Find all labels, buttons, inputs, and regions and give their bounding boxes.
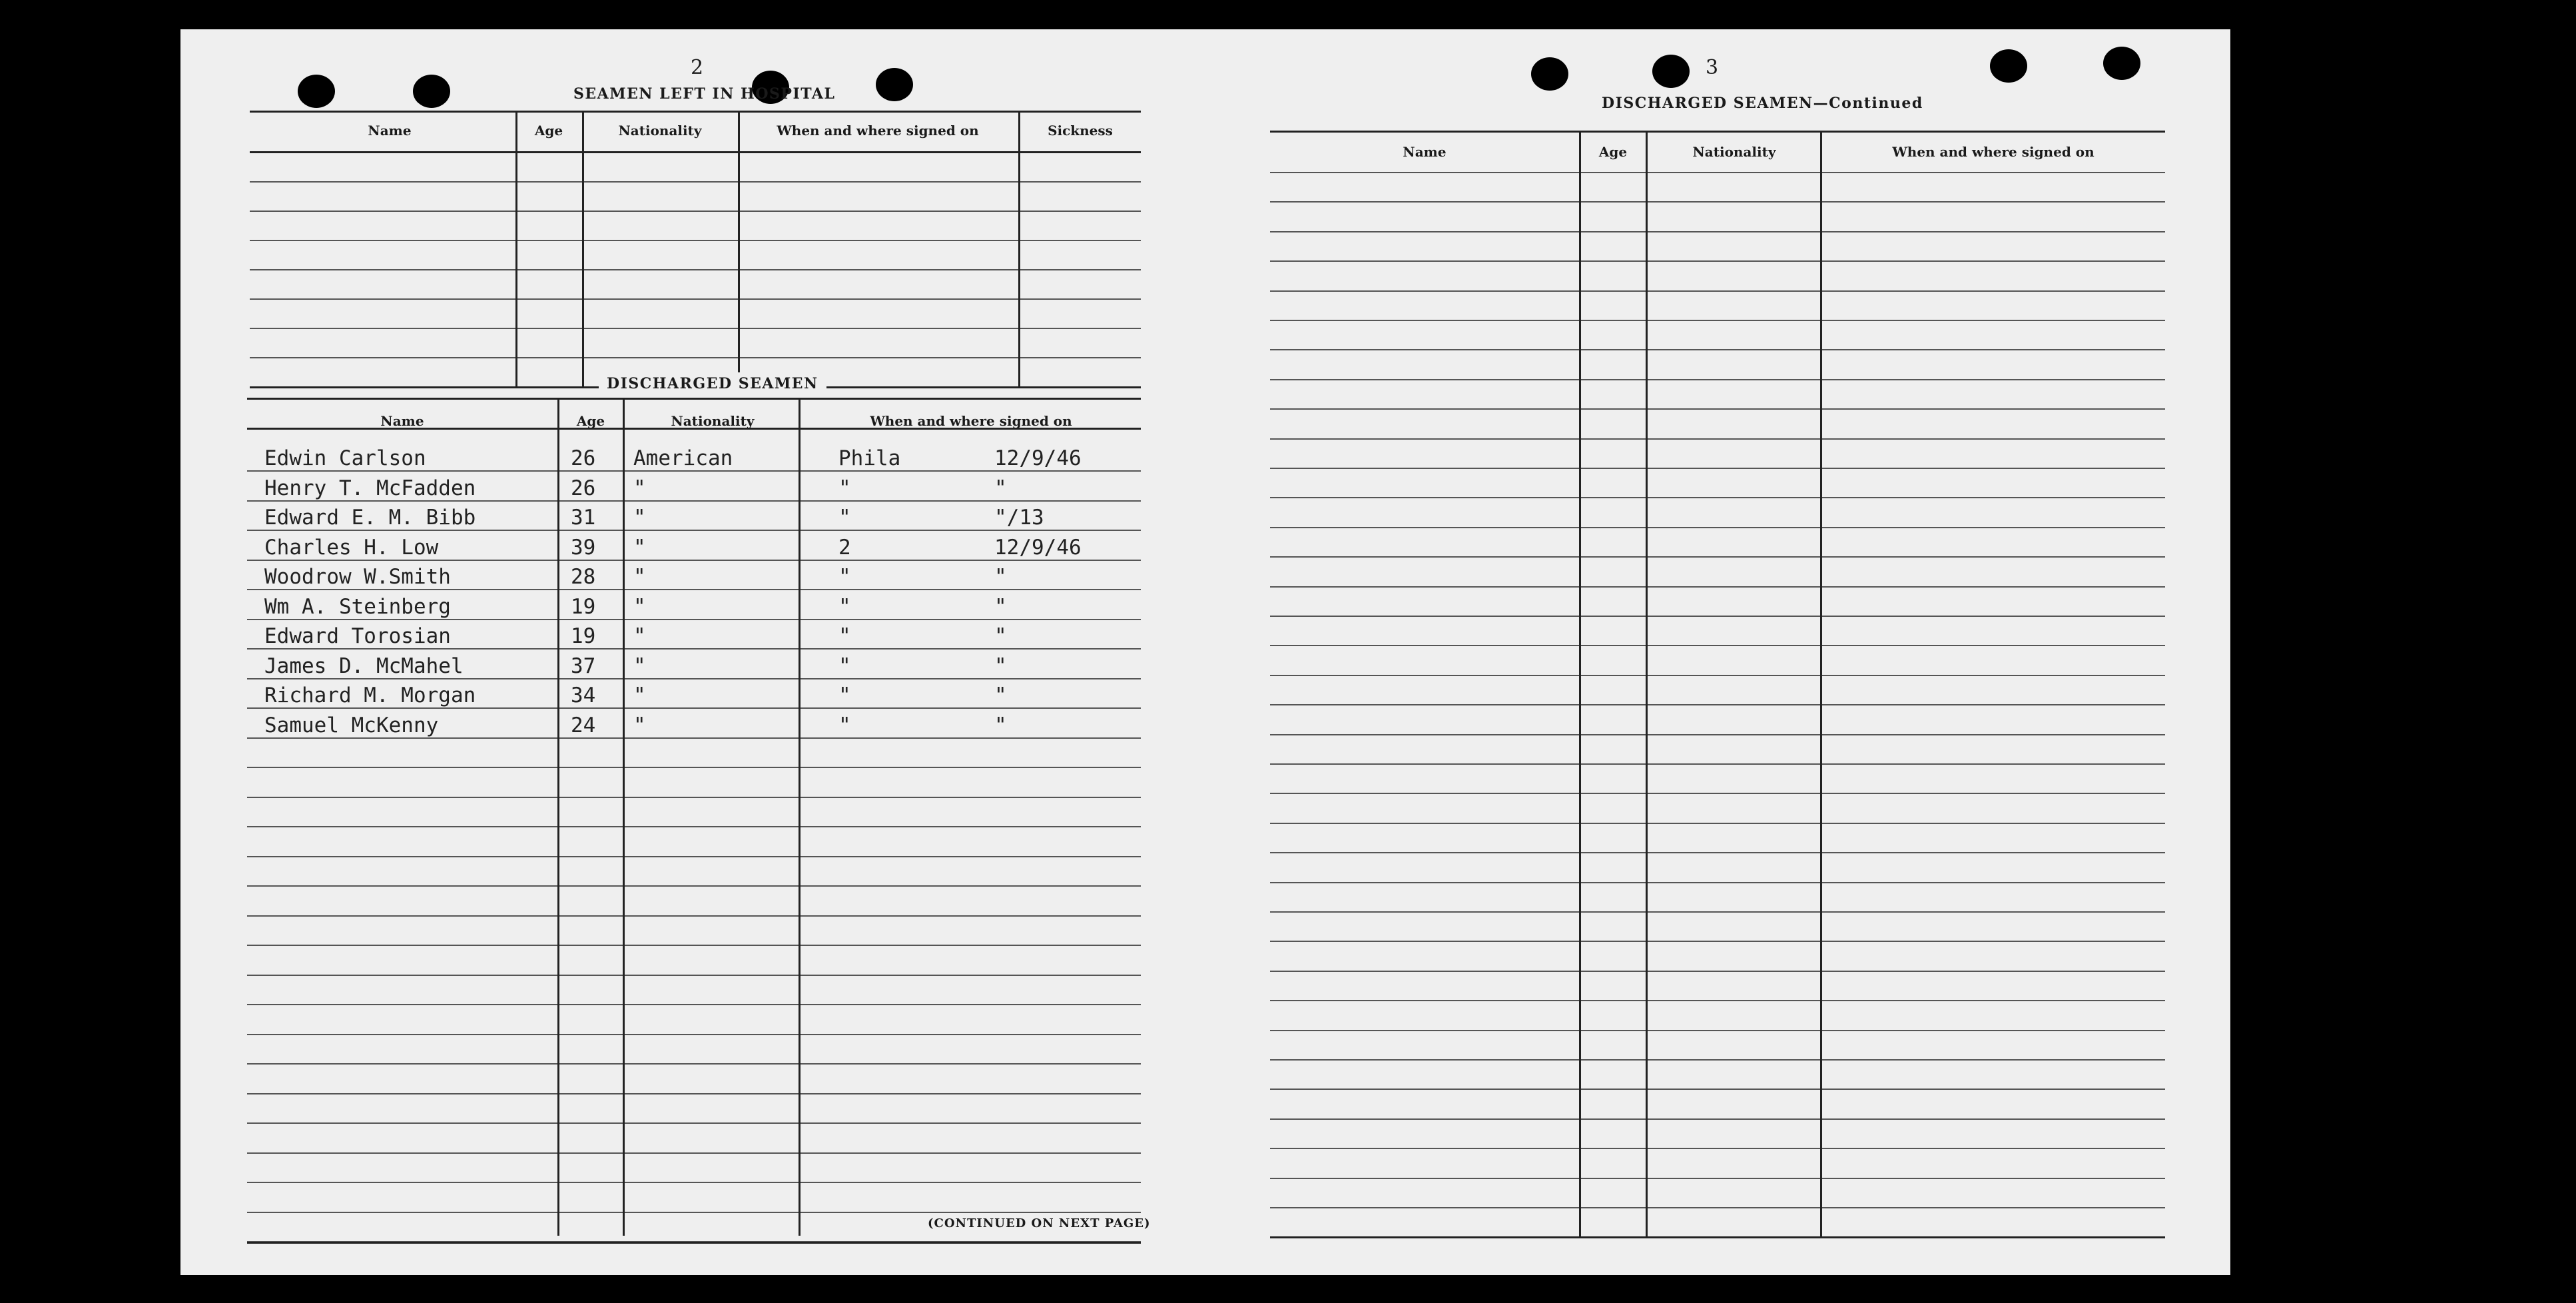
cell-place: " [838, 594, 851, 619]
continued-note: (CONTINUED ON NEXT PAGE) [928, 1216, 1151, 1230]
right-page [1206, 29, 2230, 1275]
row-rule [1270, 408, 2165, 410]
cell-name: Edwin Carlson [264, 446, 426, 470]
table-rule [250, 111, 1141, 113]
row-rule [1270, 616, 2165, 617]
row-rule [247, 500, 1141, 502]
cell-age: 19 [571, 594, 596, 619]
row-rule [1270, 1148, 2165, 1149]
cell-date: " [994, 653, 1007, 678]
col-nationality: Nationality [671, 413, 755, 429]
cell-name: James D. McMahel [264, 653, 464, 678]
punch-hole [2103, 47, 2140, 80]
col-divider [1820, 131, 1822, 1236]
row-rule [1270, 497, 2165, 498]
punch-hole [413, 75, 450, 108]
cell-date: " [994, 624, 1007, 648]
table-rule [247, 398, 1141, 400]
col-divider [1646, 131, 1648, 1236]
row-rule [1270, 1030, 2165, 1031]
row-rule [1270, 882, 2165, 883]
cell-place: " [838, 653, 851, 678]
col-divider [623, 398, 625, 1236]
punch-hole [1652, 55, 1690, 88]
row-rule [1270, 1207, 2165, 1208]
row-rule [247, 470, 1141, 472]
cell-age: 26 [571, 446, 596, 470]
cell-age: 37 [571, 653, 596, 678]
row-rule [1270, 586, 2165, 588]
table-rule [247, 1242, 1141, 1244]
cell-nationality: American [633, 446, 733, 470]
col-sickness: Sickness [1048, 123, 1113, 139]
row-rule [250, 328, 1141, 329]
row-rule [1270, 675, 2165, 676]
row-rule [1270, 172, 2165, 173]
row-rule [1270, 320, 2165, 321]
row-rule [1270, 941, 2165, 942]
cell-age: 31 [571, 506, 596, 530]
punch-hole [876, 68, 913, 101]
row-rule [247, 530, 1141, 531]
row-rule [1270, 1118, 2165, 1120]
row-rule [247, 975, 1141, 976]
cell-place: " [838, 565, 851, 589]
row-rule [1270, 468, 2165, 469]
row-rule [1270, 645, 2165, 646]
row-rule [250, 240, 1141, 241]
col-divider [557, 398, 559, 1236]
punch-hole [1990, 49, 2027, 83]
row-rule [1270, 1178, 2165, 1179]
cell-age: 39 [571, 535, 596, 560]
cell-name: Charles H. Low [264, 535, 439, 560]
document-sheet [180, 29, 2230, 1275]
row-rule [247, 1182, 1141, 1183]
cell-nationality: " [633, 713, 646, 737]
cell-name: Woodrow W.Smith [264, 565, 451, 589]
row-rule [1270, 763, 2165, 765]
col-name: Name [1403, 144, 1447, 160]
col-divider [1018, 111, 1020, 386]
cell-date: "/13 [994, 506, 1044, 530]
col-name: Name [368, 123, 412, 139]
cell-place: " [838, 624, 851, 648]
cell-name: Wm A. Steinberg [264, 594, 451, 619]
table-rule [1270, 131, 2165, 133]
cell-place: " [838, 683, 851, 707]
row-rule [1270, 201, 2165, 203]
row-rule [1270, 527, 2165, 528]
row-rule [247, 1122, 1141, 1124]
table-rule [250, 151, 1141, 153]
row-rule [1270, 1059, 2165, 1061]
col-age: Age [576, 413, 605, 429]
col-divider [1579, 131, 1581, 1236]
col-age: Age [1598, 144, 1628, 160]
row-rule [247, 560, 1141, 561]
row-rule [247, 737, 1141, 739]
col-signed-on: When and where signed on [870, 413, 1072, 429]
row-rule [247, 589, 1141, 590]
row-rule [1270, 852, 2165, 853]
cell-name: Samuel McKenny [264, 713, 439, 737]
col-signed-on: When and where signed on [777, 123, 979, 139]
cell-name: Edward Torosian [264, 624, 451, 648]
row-rule [1270, 971, 2165, 972]
cell-age: 24 [571, 713, 596, 737]
row-rule [1270, 911, 2165, 913]
row-rule [250, 211, 1141, 212]
cell-date: " [994, 565, 1007, 589]
hospital-section-title: SEAMEN LEFT IN HOSPITAL [573, 85, 836, 103]
col-signed-on: When and where signed on [1892, 144, 2094, 160]
cell-name: Edward E. M. Bibb [264, 506, 476, 530]
cell-date: " [994, 476, 1007, 500]
cell-date: 12/9/46 [994, 535, 1082, 560]
row-rule [247, 797, 1141, 798]
row-rule [1270, 290, 2165, 292]
cell-place: " [838, 713, 851, 737]
row-rule [1270, 823, 2165, 824]
row-rule [250, 298, 1141, 300]
row-rule [247, 856, 1141, 857]
row-rule [247, 885, 1141, 887]
row-rule [247, 1004, 1141, 1005]
cell-nationality: " [633, 506, 646, 530]
row-rule [247, 826, 1141, 827]
cell-age: 19 [571, 624, 596, 648]
row-rule [1270, 556, 2165, 558]
col-divider [738, 111, 740, 386]
cell-name: Henry T. McFadden [264, 476, 476, 500]
cell-age: 34 [571, 683, 596, 707]
cell-age: 28 [571, 565, 596, 589]
table-rule [1270, 1236, 2165, 1238]
cell-name: Richard M. Morgan [264, 683, 476, 707]
row-rule [1270, 349, 2165, 350]
row-rule [1270, 704, 2165, 705]
row-rule [247, 915, 1141, 917]
row-rule [1270, 734, 2165, 735]
row-rule [247, 945, 1141, 946]
row-rule [247, 707, 1141, 709]
cell-date: " [994, 713, 1007, 737]
continued-section-title: DISCHARGED SEAMEN—Continued [1602, 95, 1923, 112]
row-rule [1270, 438, 2165, 440]
row-rule [247, 1063, 1141, 1065]
page-number: 3 [1706, 56, 1719, 79]
col-name: Name [380, 413, 424, 429]
row-rule [1270, 793, 2165, 794]
cell-place: " [838, 476, 851, 500]
cell-date: 12/9/46 [994, 446, 1082, 470]
row-rule [250, 357, 1141, 358]
cell-nationality: " [633, 476, 646, 500]
row-rule [1270, 1088, 2165, 1090]
row-rule [247, 619, 1141, 620]
col-divider [582, 111, 584, 386]
row-rule [247, 678, 1141, 679]
row-rule [1270, 379, 2165, 380]
discharged-section-title: DISCHARGED SEAMEN [599, 372, 826, 395]
row-rule [1270, 260, 2165, 262]
punch-hole [298, 75, 335, 108]
punch-hole [1531, 57, 1568, 91]
row-rule [247, 767, 1141, 768]
cell-nationality: " [633, 683, 646, 707]
cell-place: " [838, 506, 851, 530]
cell-place: Phila [838, 446, 901, 470]
cell-nationality: " [633, 565, 646, 589]
page-number: 2 [691, 56, 704, 79]
col-divider [515, 111, 517, 386]
col-nationality: Nationality [1692, 144, 1776, 160]
col-age: Age [534, 123, 563, 139]
cell-nationality: " [633, 653, 646, 678]
row-rule [1270, 231, 2165, 232]
cell-nationality: " [633, 624, 646, 648]
cell-date: " [994, 594, 1007, 619]
cell-date: " [994, 683, 1007, 707]
row-rule [247, 648, 1141, 650]
row-rule [247, 1034, 1141, 1035]
cell-nationality: " [633, 594, 646, 619]
row-rule [250, 181, 1141, 183]
row-rule [247, 1093, 1141, 1094]
row-rule [1270, 1000, 2165, 1001]
col-divider [799, 398, 801, 1236]
cell-place: 2 [838, 535, 851, 560]
row-rule [247, 1212, 1141, 1213]
left-page [180, 29, 1206, 1275]
cell-nationality: " [633, 535, 646, 560]
col-nationality: Nationality [618, 123, 702, 139]
row-rule [250, 269, 1141, 270]
row-rule [247, 1152, 1141, 1154]
cell-age: 26 [571, 476, 596, 500]
